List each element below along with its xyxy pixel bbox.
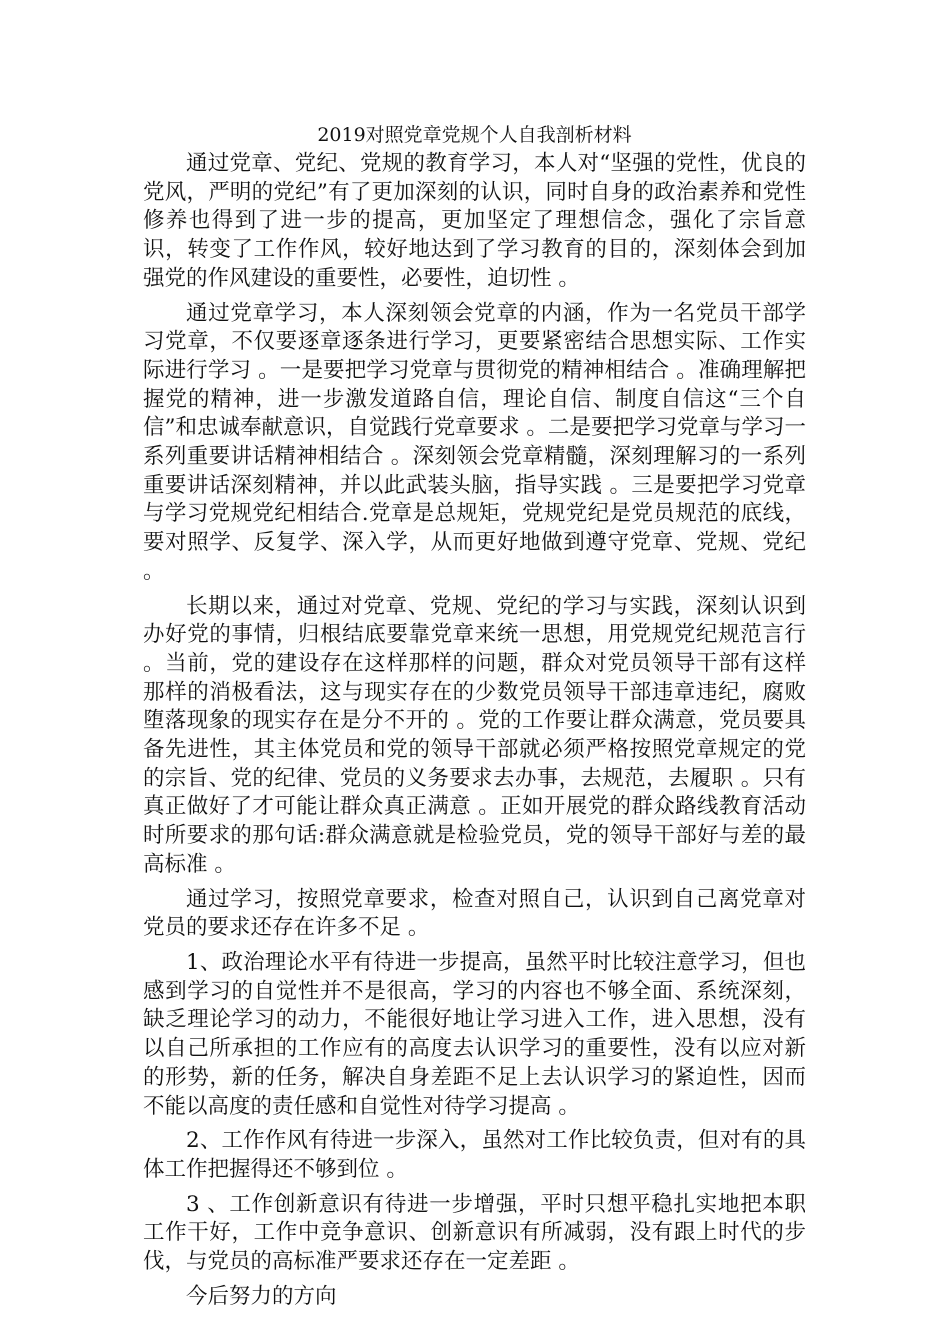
paragraph-4: 通过学习，按照党章要求，检查对照自己，认识到自己离党章对党员的要求还存在许多不足 。 — [143, 886, 806, 941]
paragraph-6: 2、工作作风有待进一步深入，虽然对工作比较负责，但对有的具体工作把握得还不够到位 。 — [143, 1128, 806, 1182]
paragraph-3: 长期以来，通过对党章、党规、党纪的学习与实践，深刻认识到办好党的事情，归根结底要靠党章来统一思想，用党规党纪规范言行 。当前，党的建设存在这样那样的问题，群众对党员领导干部有这样那样的消极看法，这与现实存在的少数党员领导干部违章违纪，腐败堕落现象的现实存在是分不开的 。党的工作要让群众满意，党员要具备先进性，其主体党员和党的领导干部就必须严格按照党章规定的党的宗旨、党的纪律、党员的义务要求去办事，去规范，去履职 。只有真正做好了才可能让群众真正满意 。正如开展党的群众路线教育活动时所要求的那句话:群众满意就是检验党员，党的领导干部好与差的最高标准 。 — [143, 593, 806, 877]
paragraph-7: 3 、工作创新意识有待进一步增强，平时只想平稳扎实地把本职工作干好，工作中竞争意识、创新意识有所减弱，没有跟上时代的步伐，与党员的高标准严要求还存在一定差距 。 — [143, 1191, 806, 1275]
document-page — [143, 120, 806, 1317]
paragraph-8: 今后努力的方向 — [186, 1283, 337, 1309]
paragraph-1: 通过党章、党纪、党规的教育学习，本人对“坚强的党性，优良的党风，严明的党纪”有了更加深刻的认识，同时自身的政治素养和党性修养也得到了进一步的提高，更加坚定了理想信念，强化了宗旨意识，转变了工作作风，较好地达到了学习教育的目的，深刻体会到加强党的作风建设的重要性，必要性，迫切性 。 — [143, 151, 806, 291]
paragraph-2: 通过党章学习，本人深刻领会党章的内涵，作为一名党员干部学习党章，不仅要逐章逐条进行学习，更要紧密结合思想实际、工作实际进行学习 。一是要把学习党章与贯彻党的精神相结合 。准确理解把握党的精神，进一步激发道路自信，理论自信、制度自信这“三个自信”和忠诚奉献意识，自觉践行党章要求 。二是要把学习党章与学习一系列重要讲话精神相结合 。深刻领会党章精髓，深刻理解习的一系列重要讲话深刻精神，并以此武装头脑，指导实践 。三是要把学习党章与学习党规党纪相结合.党章是总规矩，党规党纪是党员规范的底线，要对照学、反复学、深入学，从而更好地做到遵守党章、党规、党纪 。 — [143, 300, 806, 584]
document-title: 2019对照党章党规个人自我剖析材料 — [317, 124, 632, 146]
paragraph-5: 1、政治理论水平有待进一步提高，虽然平时比较注意学习，但也感到学习的自觉性并不是很高，学习的内容也不够全面、系统深刻，缺乏理论学习的动力，不能很好地让学习进入工作，进入思想，没有以自己所承担的工作应有的高度去认识学习的重要性，没有以应对新的形势，新的任务，解决自身差距不足上去认识学习的紧迫性，因而不能以高度的责任感和自觉性对待学习提高 。 — [143, 949, 806, 1119]
